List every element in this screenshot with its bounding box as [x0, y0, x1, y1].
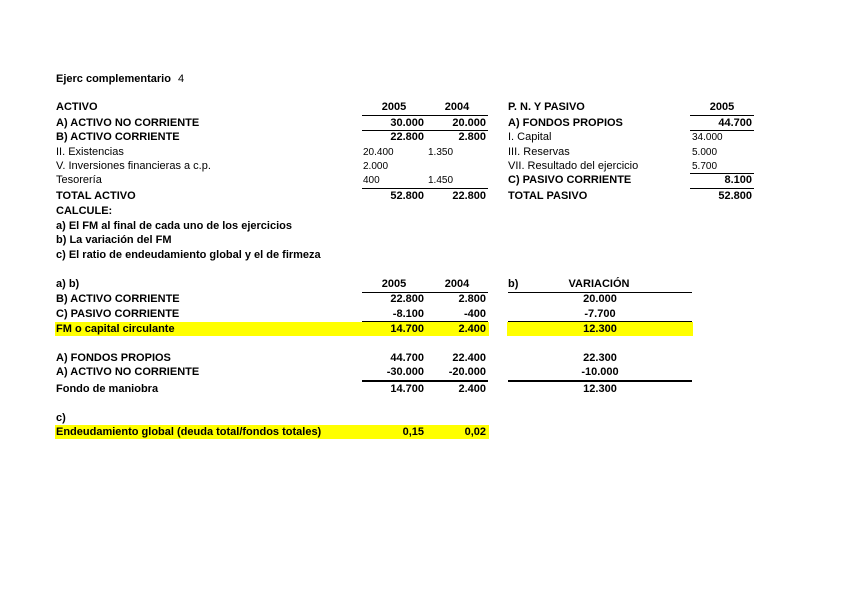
title-number: 4 — [178, 73, 185, 85]
instruction-line: CALCULE: — [56, 205, 113, 217]
ab-fm-2005: 14.700 — [390, 323, 424, 335]
activo-row-value-2004: 1.450 — [428, 175, 454, 186]
activo-row-label: V. Inversiones financieras a c.p. — [56, 160, 211, 172]
activo-total-label: TOTAL ACTIVO — [56, 190, 136, 202]
ab-row-label: B) ACTIVO CORRIENTE — [56, 293, 180, 305]
ab-header: a) b) — [56, 278, 80, 290]
ab2-row-value-2005: 44.700 — [390, 352, 424, 364]
ab2-row-value-2005: -30.000 — [386, 366, 424, 378]
pasivo-row-label: VII. Resultado del ejercicio — [508, 160, 639, 172]
ab2-fondo-2005: 14.700 — [390, 383, 424, 395]
ab2-row-value-2004: -20.000 — [448, 366, 486, 378]
activo-row-label: A) ACTIVO NO CORRIENTE — [56, 117, 200, 129]
activo-row-label: II. Existencias — [56, 146, 124, 158]
title-text: Ejerc complementario — [56, 73, 171, 85]
instruction-line: a) El FM al final de cada uno de los ejercicios — [56, 220, 292, 232]
ab-variation-header: VARIACIÓN — [568, 278, 630, 290]
endeudamiento-2004: 0,02 — [464, 426, 486, 438]
ab2-row-variation: -10.000 — [581, 366, 619, 378]
pasivo-row-label: III. Reservas — [508, 146, 570, 158]
instruction-line: b) La variación del FM — [56, 234, 172, 246]
pasivo-header: P. N. Y PASIVO — [508, 101, 585, 113]
ab-row-value-2004: -400 — [463, 308, 486, 320]
pasivo-row-label: C) PASIVO CORRIENTE — [508, 174, 632, 186]
ab-fm-label: FM o capital circulante — [56, 323, 175, 335]
pasivo-year-2005: 2005 — [709, 101, 735, 113]
activo-row-value-2004: 2.800 — [458, 131, 486, 143]
ab2-row-label: A) ACTIVO NO CORRIENTE — [56, 366, 200, 378]
ab-row-variation: 20.000 — [583, 293, 617, 305]
ab2-row-value-2004: 22.400 — [452, 352, 486, 364]
activo-row-label: B) ACTIVO CORRIENTE — [56, 131, 180, 143]
pasivo-total-label: TOTAL PASIVO — [508, 190, 588, 202]
activo-total-2005: 52.800 — [390, 190, 424, 202]
ab2-fondo-2004: 2.400 — [458, 383, 486, 395]
ab-b-label: b) — [508, 278, 519, 290]
c-header: c) — [56, 412, 66, 424]
activo-row-value-2005: 20.400 — [363, 147, 394, 158]
activo-header: ACTIVO — [56, 101, 98, 113]
pasivo-row-value: 44.700 — [718, 117, 752, 129]
activo-year-2004: 2004 — [444, 101, 470, 113]
ab-row-value-2005: 22.800 — [390, 293, 424, 305]
ab2-row-label: A) FONDOS PROPIOS — [56, 352, 171, 364]
ab-fm-variation: 12.300 — [583, 323, 617, 335]
ab2-fondo-variation: 12.300 — [583, 383, 617, 395]
activo-total-2004: 22.800 — [452, 190, 486, 202]
ab-row-value-2004: 2.800 — [458, 293, 486, 305]
ab2-row-variation: 22.300 — [583, 352, 617, 364]
activo-row-value-2004: 1.350 — [428, 147, 454, 158]
ab-year-2004: 2004 — [444, 278, 470, 290]
pasivo-row-label: A) FONDOS PROPIOS — [508, 117, 623, 129]
instruction-line: c) El ratio de endeudamiento global y el de firmeza — [56, 249, 321, 261]
activo-row-value-2005: 2.000 — [363, 161, 389, 172]
endeudamiento-2005: 0,15 — [402, 426, 424, 438]
ab-fm-2004: 2.400 — [458, 323, 486, 335]
endeudamiento-label: Endeudamiento global (deuda total/fondos totales) — [56, 426, 322, 438]
pasivo-row-value: 5.000 — [692, 147, 718, 158]
ab-year-2005: 2005 — [381, 278, 407, 290]
pasivo-row-value: 8.100 — [724, 174, 752, 186]
activo-row-value-2005: 30.000 — [390, 117, 424, 129]
ab-row-label: C) PASIVO CORRIENTE — [56, 308, 180, 320]
document-title — [56, 72, 184, 86]
ab-row-variation: -7.700 — [584, 308, 616, 320]
activo-row-value-2004: 20.000 — [452, 117, 486, 129]
activo-row-value-2005: 400 — [363, 175, 380, 186]
activo-year-2005: 2005 — [381, 101, 407, 113]
activo-row-label: Tesorería — [56, 174, 102, 186]
pasivo-row-value: 5.700 — [692, 161, 718, 172]
pasivo-row-label: I. Capital — [508, 131, 552, 143]
pasivo-total-value: 52.800 — [718, 190, 752, 202]
ab-row-value-2005: -8.100 — [392, 308, 424, 320]
pasivo-row-value: 34.000 — [692, 132, 723, 143]
ab2-fondo-label: Fondo de maniobra — [56, 383, 159, 395]
activo-row-value-2005: 22.800 — [390, 131, 424, 143]
